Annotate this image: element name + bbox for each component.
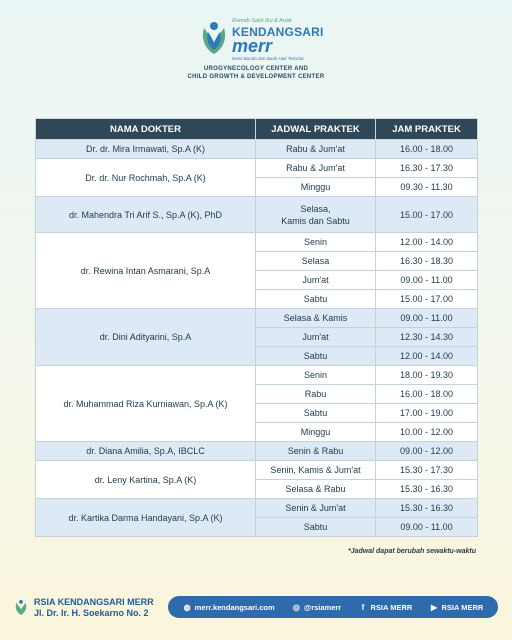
hospital-logo-icon — [200, 20, 228, 54]
schedule-note: *Jadwal dapat berubah sewaktu-waktu — [348, 548, 476, 555]
table-row — [36, 197, 478, 233]
schedule-time: 16.00 - 18.00 — [376, 140, 478, 159]
schedule-time: 09.30 - 11.30 — [376, 178, 478, 197]
footer-hospital-name: RSIA KENDANGSARI MERR — [34, 597, 154, 607]
schedule-day: Selasa — [256, 252, 376, 271]
schedule-day: Senin — [256, 233, 376, 252]
schedule-day: Sabtu — [256, 404, 376, 423]
schedule-day: Senin & Jum'at — [256, 499, 376, 518]
schedule-day: Minggu — [256, 423, 376, 442]
schedule-time: 16.30 - 17.30 — [376, 159, 478, 178]
schedule-day: Jum'at — [256, 271, 376, 290]
center-line-1: UROGYNECOLOGY CENTER AND — [203, 66, 309, 72]
schedule-day: Sabtu — [256, 347, 376, 366]
table-row — [36, 233, 478, 252]
schedule-time: 09.00 - 12.00 — [376, 442, 478, 461]
schedule-time: 09.00 - 11.00 — [376, 518, 478, 537]
website-link[interactable] — [183, 603, 275, 612]
schedule-time: 09.00 - 11.00 — [376, 309, 478, 328]
header-doctor: NAMA DOKTER — [36, 119, 256, 140]
table-row — [36, 461, 478, 480]
youtube-link[interactable] — [430, 603, 484, 612]
facebook-icon: f — [361, 602, 365, 612]
schedule-time: 12.00 - 14.00 — [376, 233, 478, 252]
table-row — [36, 499, 478, 518]
contact-bar — [168, 596, 498, 618]
facebook-link[interactable] — [358, 603, 412, 612]
schedule-time: 09.00 - 11.00 — [376, 271, 478, 290]
brand-small-text: Rumah Sakit Ibu & Anak — [232, 18, 292, 24]
schedule-day: Senin — [256, 366, 376, 385]
youtube-text: RSIA MERR — [441, 602, 484, 612]
doctor-name: dr. Muhammad Riza Kurniawan, Sp.A (K) — [36, 366, 256, 442]
table-row — [36, 309, 478, 328]
instagram-link[interactable] — [292, 603, 341, 612]
schedule-day: Senin & Rabu — [256, 442, 376, 461]
schedule-day: Rabu — [256, 385, 376, 404]
schedule-time: 12.30 - 14.30 — [376, 328, 478, 347]
doctor-name: Dr. dr. Nur Rochmah, Sp.A (K) — [36, 159, 256, 197]
table-row — [36, 442, 478, 461]
schedule-day: Selasa & Kamis — [256, 309, 376, 328]
footer — [0, 590, 512, 624]
brand-name: KENDANGSARI — [232, 25, 324, 39]
header-schedule: JADWAL PRAKTEK — [256, 119, 376, 140]
doctor-name: dr. Mahendra Tri Arif S., Sp.A (K), PhD — [36, 197, 256, 233]
table-row — [36, 140, 478, 159]
website-text: merr.kendangsari.com — [194, 602, 275, 612]
schedule-time: 16.00 - 18.00 — [376, 385, 478, 404]
schedule-time: 15.30 - 16.30 — [376, 480, 478, 499]
schedule-day-line1: Selasa, — [300, 203, 331, 214]
youtube-icon: ▶ — [430, 602, 438, 612]
schedule-day: Minggu — [256, 178, 376, 197]
schedule-table — [35, 118, 478, 537]
facebook-text: RSIA MERR — [370, 602, 413, 612]
doctor-name: dr. Kartika Darma Handayani, Sp.A (K) — [36, 499, 256, 537]
globe-icon: ◍ — [183, 602, 191, 612]
doctor-name: dr. Diana Amilia, Sp.A, IBCLC — [36, 442, 256, 461]
schedule-day: Selasa & Rabu — [256, 480, 376, 499]
schedule-time: 15.30 - 17.30 — [376, 461, 478, 480]
instagram-icon: ◎ — [292, 602, 300, 612]
table-header-row — [36, 119, 478, 140]
brand-sub: merr — [232, 36, 273, 56]
schedule-day: Sabtu — [256, 518, 376, 537]
schedule-time: 18.00 - 19.30 — [376, 366, 478, 385]
schedule-day: Senin, Kamis & Jum'at — [256, 461, 376, 480]
footer-address: Jl. Dr. Ir. H. Soekarno No. 2 — [34, 608, 149, 618]
schedule-time: 17.00 - 19.00 — [376, 404, 478, 423]
table-row — [36, 366, 478, 385]
schedule-day: Rabu & Jum'at — [256, 159, 376, 178]
schedule-time: 15.00 - 17.00 — [376, 197, 478, 233]
schedule-day: Jum'at — [256, 328, 376, 347]
schedule-time: 10.00 - 12.00 — [376, 423, 478, 442]
schedule-time: 15.00 - 17.00 — [376, 290, 478, 309]
brand-tagline: Demi Bunda dan Buah Hati Tercinta — [232, 56, 304, 61]
doctor-name: dr. Leny Kartina, Sp.A (K) — [36, 461, 256, 499]
doctor-name: dr. Rewina Intan Asmarani, Sp.A — [36, 233, 256, 309]
schedule-day: Rabu & Jum'at — [256, 140, 376, 159]
instagram-text: @rsiamerr — [303, 602, 342, 612]
schedule-time: 15.30 - 16.30 — [376, 499, 478, 518]
footer-logo-icon — [14, 599, 28, 615]
table-row — [36, 159, 478, 178]
doctor-name: Dr. dr. Mira Irmawati, Sp.A (K) — [36, 140, 256, 159]
schedule-time: 12.00 - 14.00 — [376, 347, 478, 366]
center-line-2: CHILD GROWTH & DEVELOPMENT CENTER — [187, 74, 325, 80]
schedule-day: Sabtu — [256, 290, 376, 309]
header-time: JAM PRAKTEK — [376, 119, 478, 140]
schedule-day — [256, 197, 376, 233]
schedule-day-line2: Kamis dan Sabtu — [281, 215, 350, 226]
header — [0, 8, 512, 86]
schedule-time: 16.30 - 18.30 — [376, 252, 478, 271]
doctor-name: dr. Dini Adityarini, Sp.A — [36, 309, 256, 366]
